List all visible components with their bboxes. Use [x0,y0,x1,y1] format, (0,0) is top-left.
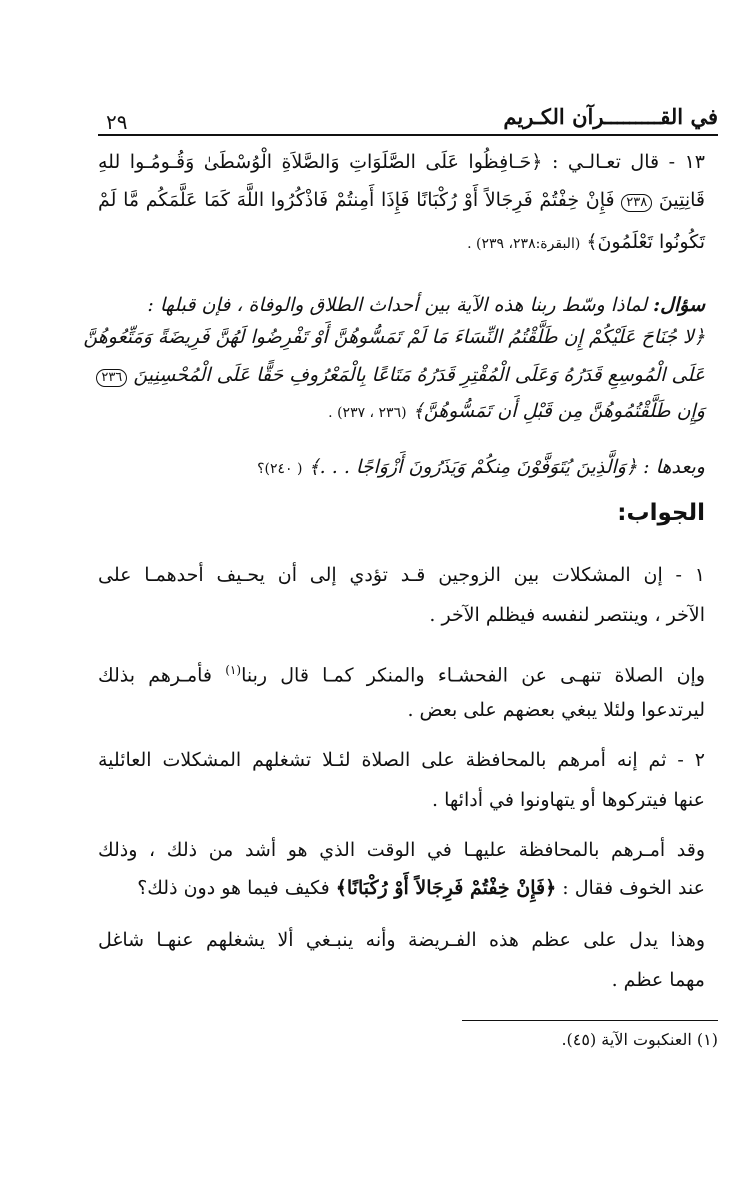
question-text-5: وبعدها : ﴿وَالَّذِينَ يُتَوَفَّوْنَ مِنكُمْ وَيَذَرُونَ أَزْوَاجًا . . .﴾ [308,456,705,478]
footnote: (١) العنكبوت الآية (٤٥). [561,1030,718,1049]
answer-text: ليرتدعوا ولئلا يبغي بعضهم على بعض . [407,699,705,721]
answer-text: عنها فيتركوها أو يتهاونوا في أدائها . [432,789,705,811]
answer-text: وإن الصلاة تنهـى عن الفحشـاء والمنكر كمـا قال ربنا [241,664,705,687]
question-line-1 [98,290,705,320]
answer-p2-line-1 [98,655,705,690]
answer-text: عند الخوف فقال : [562,877,705,899]
answer-text: وقد أمـرهم بالمحافظة عليهـا في الوقت الذي هو أشد من ذلك ، وذلك [98,839,705,861]
question-line-3 [98,360,705,390]
page-header [98,100,718,134]
answer-p3-line-2 [98,785,705,815]
verse-number-badge: ٢٣٨ [621,194,652,212]
question-text-3: عَلَى الْمُوسِعِ قَدَرُهُ وَعَلَى الْمُقْتِرِ قَدَرُهُ مَتَاعًا بِالْمَعْرُوفِ حَقًّا عَلَى الْمُحْسِنِينَ [133,364,705,386]
header-rule [98,134,718,136]
q13-text-2b: فَإِنْ خِفْتُمْ فَرِجَالاً أَوْ رُكْبَانًا فَإِذَا أَمِنتُمْ فَاذْكُرُوا اللَّهَ كَمَا عَلَّمَكُم مَّا لَمْ [98,189,615,211]
answer-heading: الجواب: [617,500,705,526]
answer-text: فأمـرهم بذلك [98,664,213,687]
answer-text: فكيف فيما هو دون ذلك؟ [137,877,330,899]
question-line-5 [98,452,705,484]
answer-p1-line-1 [98,560,705,590]
answer-p5-line-2 [98,965,705,995]
question-label: سؤال: [653,294,705,316]
q13-line-1 [98,147,705,177]
answer-text: ٢ - ثم إنه أمرهم بالمحافظة على الصلاة لئـلا تشغلهم المشكلات العائلية [98,749,705,771]
footnote-marker: (١) [225,663,242,677]
question-text-2: ﴿لا جُنَاحَ عَلَيْكُمْ إِن طَلَّقْتُمُ النِّسَاءَ مَا لَمْ تَمَسُّوهُنَّ أَوْ تَفْرِضُوا لَهُنَّ فَرِيضَةً وَمَتِّعُوهُنَّ [83,326,705,348]
q13-reference: (البقرة:٢٣٨، ٢٣٩) . [467,236,581,252]
answer-text: مهما عظم . [611,969,705,991]
footnote-rule [462,1020,718,1021]
answer-text: ١ - إن المشكلات بين الزوجين قـد تؤدي إلى أن يحـيف أحدهمـا على [98,564,705,586]
question-reference-4: (٢٣٦ ، ٢٣٧) . [328,405,407,421]
quran-quote: ﴿فَإِنْ خِفْتُمْ فَرِجَالاً أَوْ رُكْبَانًا﴾ [335,877,557,899]
question-text-1: لماذا وسّط ربنا هذه الآية بين أحداث الطلاق والوفاة ، فإن قبلها : [147,294,648,316]
q13-text-3: تَكُونُوا تَعْلَمُونَ﴾ [586,231,705,253]
answer-p2-line-2 [98,695,705,725]
answer-p5-line-1 [98,925,705,955]
q13-text-1: ١٣ - قال تعـالـي : ﴿حَـافِظُوا عَلَى الصَّلَوَاتِ وَالصَّلاَةِ الْوُسْطَىٰ وَقُـومُـوا للهِ [98,151,705,173]
q13-line-3 [98,227,705,259]
question-line-2 [83,322,705,352]
q13-line-2 [98,185,705,215]
question-text-4: وَإِن طَلَّقْتُمُوهُنَّ مِن قَبْلِ أَن تَمَسُّوهُنَّ﴾ [412,400,705,422]
answer-text: وهذا يدل على عظم هذه الفـريضة وأنه ينبـغي ألا يشغلهم عنهـا شاغل [98,929,705,951]
answer-p4-line-2 [98,873,705,903]
answer-text: الآخر ، وينتصر لنفسه فيظلم الآخر . [429,604,705,626]
verse-number-badge: ٢٣٦ [96,369,127,387]
q13-text-2: قَانِتِينَ [658,189,705,211]
question-line-4 [98,396,705,428]
page-number: ٢٩ [106,110,128,134]
answer-p3-line-1 [98,745,705,775]
running-title: في القـــــــــرآن الكـريم [503,104,718,129]
answer-p1-line-2 [98,600,705,630]
answer-p4-line-1 [98,835,705,865]
question-reference-5: ( ٢٤٠)؟ [257,461,303,477]
